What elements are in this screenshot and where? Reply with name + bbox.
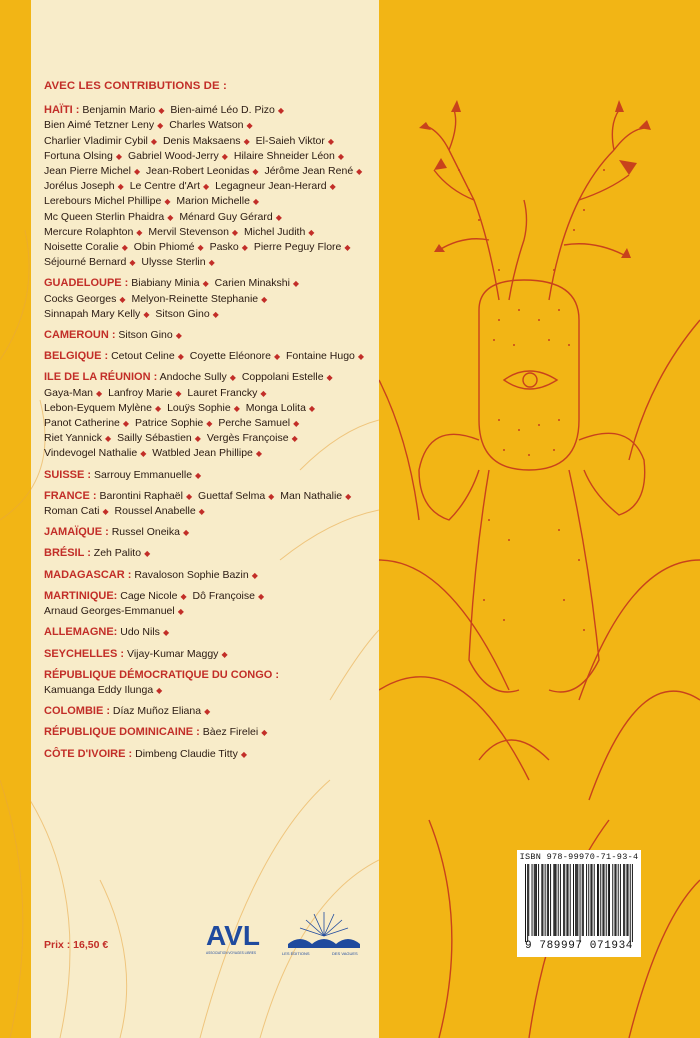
separator-diamond: ◆ [257, 591, 265, 601]
contributor-name: Legagneur Jean-Herard [215, 180, 327, 193]
contributor-name: Mc Queen Sterlin Phaidra [44, 210, 165, 223]
contributor-name: Lerebours Michel Phillipe [44, 195, 162, 208]
barcode-bar [563, 864, 564, 936]
separator-diamond: ◆ [119, 294, 126, 304]
country-section [44, 546, 374, 561]
country-label: FRANCE : [44, 489, 97, 502]
country-section [44, 725, 374, 740]
barcode-bar [588, 864, 589, 936]
editions-text-right: DES VAGUES [332, 951, 358, 956]
barcode-bar [573, 864, 574, 936]
country-section [44, 370, 374, 461]
contributor-name: Roussel Anabelle [114, 505, 196, 518]
barcode-bar [632, 864, 633, 942]
country-section [44, 349, 374, 364]
separator-diamond: ◆ [221, 649, 228, 659]
country-section [44, 625, 374, 640]
contributor-name: Man Nathalie [280, 489, 343, 502]
contributor-name: Carien Minakshi [214, 277, 290, 290]
barcode-bar [548, 864, 549, 936]
barcode-bar [614, 864, 615, 936]
separator-diamond: ◆ [156, 685, 163, 695]
barcode-bar [556, 864, 557, 936]
country-label: GUADELOUPE : [44, 277, 129, 290]
barcode-bar [608, 864, 609, 936]
country-label: RÉPUBLIQUE DÉMOCRATIQUE DU CONGO : [44, 668, 280, 681]
separator-diamond: ◆ [121, 243, 128, 253]
contributor-name: Séjourné Bernard [44, 256, 127, 269]
contributor-name: Patrice Sophie [134, 417, 204, 430]
barcode-bar [626, 864, 627, 936]
separator-diamond: ◆ [102, 507, 109, 517]
isbn-barcode [517, 850, 641, 957]
contributor-name: Sailly Sébastien [117, 432, 192, 445]
separator-diamond: ◆ [175, 331, 182, 341]
contributor-name: Andoche Sully [159, 371, 227, 384]
country-label: ILE DE LA RÉUNION : [44, 371, 158, 384]
separator-diamond: ◆ [345, 491, 352, 501]
separator-diamond: ◆ [104, 434, 112, 444]
barcode-bar [628, 864, 629, 936]
barcode-bar [528, 864, 529, 936]
separator-diamond: ◆ [197, 243, 204, 253]
separator-diamond: ◆ [122, 419, 130, 429]
separator-diamond: ◆ [204, 707, 211, 717]
separator-diamond: ◆ [194, 434, 201, 444]
separator-diamond: ◆ [326, 373, 333, 383]
barcode-bar [566, 864, 567, 936]
avl-logo [204, 913, 274, 957]
barcode-bar [616, 864, 617, 936]
contributor-name: Perche Samuel [218, 417, 291, 430]
separator-diamond: ◆ [208, 258, 215, 268]
barcode-bar [554, 864, 555, 936]
separator-diamond: ◆ [261, 294, 268, 304]
separator-diamond: ◆ [252, 167, 259, 177]
contributor-name: Bàez Firelei [202, 726, 259, 739]
contributor-name: Charles Watson [169, 119, 244, 132]
barcode-bars [525, 864, 633, 942]
barcode-bar [545, 864, 546, 936]
barcode-bar [600, 864, 601, 936]
contributor-name: Dô Françoise [192, 589, 255, 602]
country-sections [44, 103, 374, 762]
country-section [44, 568, 374, 583]
country-label: CÔTE D'IVOIRE : [44, 747, 133, 760]
contributor-name: Le Centre d'Art [129, 180, 200, 193]
barcode-bar [586, 864, 587, 936]
separator-diamond: ◆ [327, 136, 335, 146]
contributor-name: Sitson Gino [118, 329, 173, 342]
contributor-name: Guettaf Selma [198, 489, 266, 502]
contributor-name: Benjamin Mario [82, 104, 156, 117]
country-label: SUISSE : [44, 468, 92, 481]
contributor-name: Michel Judith [244, 225, 306, 238]
contributor-name: Vijay-Kumar Maggy [127, 647, 219, 660]
country-label: SEYCHELLES : [44, 647, 125, 660]
separator-diamond: ◆ [180, 591, 187, 601]
contributor-name: Louÿs Sophie [167, 401, 231, 414]
separator-diamond: ◆ [277, 106, 285, 116]
country-label: BRÉSIL : [44, 547, 91, 560]
barcode-bar [602, 864, 603, 936]
country-section [44, 489, 374, 519]
barcode-bar [532, 864, 533, 936]
barcode-bar [550, 864, 551, 936]
contributor-name: Charlier Vladimir Cybil [44, 134, 148, 147]
contributor-name: Panot Catherine [44, 417, 120, 430]
contributor-name: Jean-Robert Leonidas [146, 165, 250, 178]
contributor-name: Vergès Françoise [206, 432, 289, 445]
separator-diamond: ◆ [344, 243, 351, 253]
contributor-name: Arnaud Georges-Emmanuel [44, 605, 175, 618]
country-label: BELGIQUE : [44, 350, 109, 363]
contributor-name: Jean Pierre Michel [44, 165, 131, 178]
contributor-name: Roman Cati [44, 505, 100, 518]
separator-diamond: ◆ [182, 528, 190, 538]
separator-diamond: ◆ [357, 352, 365, 362]
barcode-bar [630, 864, 631, 942]
contributor-name: Biabiany Minia [131, 277, 200, 290]
contributor-name: Coppolani Estelle [241, 371, 324, 384]
contributor-name: Lebon-Eyquem Mylène [44, 401, 152, 414]
separator-diamond: ◆ [275, 212, 282, 222]
separator-diamond: ◆ [202, 279, 209, 289]
contributor-name: Russel Oneika [111, 526, 180, 539]
separator-diamond: ◆ [292, 279, 300, 289]
barcode-bar [582, 864, 583, 936]
country-section [44, 103, 374, 270]
country-section [44, 525, 374, 540]
barcode-bar [592, 864, 593, 936]
contributor-name: Barontini Raphaël [99, 489, 183, 502]
separator-diamond: ◆ [241, 243, 248, 253]
separator-diamond: ◆ [157, 121, 164, 131]
barcode-bar [583, 864, 584, 936]
barcode-bar [606, 864, 607, 936]
barcode-bar [624, 864, 625, 936]
country-label: HAÏTI : [44, 104, 80, 117]
separator-diamond: ◆ [158, 106, 165, 116]
country-label: COLOMBIE : [44, 705, 110, 718]
separator-diamond: ◆ [143, 309, 150, 319]
separator-diamond: ◆ [268, 491, 275, 501]
barcode-bar [577, 864, 578, 936]
separator-diamond: ◆ [233, 403, 240, 413]
contributor-name: Cetout Celine [111, 350, 175, 363]
country-label: CAMEROUN : [44, 329, 116, 342]
contributor-name: Fontaine Hugo [286, 350, 355, 363]
isbn-digits: 9 789997 071934 [524, 940, 634, 952]
separator-diamond: ◆ [175, 388, 182, 398]
separator-diamond: ◆ [293, 419, 300, 429]
separator-diamond: ◆ [240, 749, 247, 759]
separator-diamond: ◆ [154, 403, 162, 413]
contributor-name: Lauret Francky [187, 386, 258, 399]
barcode-bar [570, 864, 571, 936]
contributor-name: Riet Yannick [44, 432, 102, 445]
isbn-text: ISBN 978-99970-71-93-4 [519, 852, 639, 862]
separator-diamond: ◆ [246, 121, 253, 131]
separator-diamond: ◆ [198, 507, 205, 517]
contributor-name: Ulysse Sterlin [141, 256, 206, 269]
separator-diamond: ◆ [140, 449, 147, 459]
separator-diamond: ◆ [252, 197, 260, 207]
separator-diamond: ◆ [221, 151, 228, 161]
contributor-name: Sarrouy Emmanuelle [94, 468, 193, 481]
separator-diamond: ◆ [229, 373, 236, 383]
separator-diamond: ◆ [185, 491, 193, 501]
separator-diamond: ◆ [177, 607, 184, 617]
barcode-bar [597, 864, 598, 936]
barcode-bar [525, 864, 526, 942]
barcode-bar [535, 864, 536, 936]
contributor-name: Mercure Rolaphton [44, 225, 134, 238]
separator-diamond: ◆ [164, 197, 171, 207]
avl-logo-tagline: ASSOCIATION VOYAGES LIBRES [206, 951, 257, 955]
barcode-bar [564, 864, 565, 936]
country-section [44, 704, 374, 719]
barcode-bar [598, 864, 599, 936]
country-label: MARTINIQUE: [44, 589, 118, 602]
barcode-bar [568, 864, 569, 936]
contributor-name: Jérôme Jean René [264, 165, 354, 178]
country-section [44, 276, 374, 322]
contributor-name: Lanfroy Marie [108, 386, 173, 399]
separator-diamond: ◆ [206, 419, 213, 429]
contributor-name: Hilaire Shneider Léon [233, 149, 335, 162]
separator-diamond: ◆ [162, 628, 170, 638]
editions-des-vagues-logo [280, 906, 368, 958]
separator-diamond: ◆ [167, 212, 174, 222]
country-section [44, 589, 374, 619]
contributor-name: Gaya-Man [44, 386, 94, 399]
contributor-name: Watbled Jean Phillipe [152, 447, 253, 460]
barcode-bar [553, 864, 554, 936]
contributor-name: Kamuanga Eddy Ilunga [44, 683, 154, 696]
separator-diamond: ◆ [329, 182, 336, 192]
country-label: RÉPUBLIQUE DOMINICAINE : [44, 726, 200, 739]
contributor-name: Fortuna Olsing [44, 149, 113, 162]
contributor-name: Udo Nils [120, 626, 160, 639]
separator-diamond: ◆ [308, 227, 315, 237]
separator-diamond: ◆ [251, 570, 258, 580]
contributor-name: Jorélus Joseph [44, 180, 115, 193]
separator-diamond: ◆ [337, 151, 345, 161]
separator-diamond: ◆ [273, 352, 281, 362]
contributor-name: Pierre Peguy Flore [253, 241, 342, 254]
separator-diamond: ◆ [243, 136, 250, 146]
separator-diamond: ◆ [195, 470, 202, 480]
barcode-bar [536, 864, 537, 936]
barcode-bar [623, 864, 624, 936]
barcode-bar [547, 864, 548, 936]
separator-diamond: ◆ [150, 136, 158, 146]
separator-diamond: ◆ [291, 434, 298, 444]
separator-diamond: ◆ [261, 728, 268, 738]
separator-diamond: ◆ [133, 167, 141, 177]
price-label: Prix : 16,50 € [44, 939, 109, 951]
separator-diamond: ◆ [203, 182, 210, 192]
barcode-bar [575, 864, 576, 936]
barcode-bar [594, 864, 595, 936]
barcode-bar [612, 864, 613, 936]
contributor-name: Noisette Coralie [44, 241, 119, 254]
separator-diamond: ◆ [96, 388, 103, 398]
contributors-list [44, 79, 374, 768]
country-section [44, 468, 374, 483]
country-section [44, 668, 374, 698]
contributor-name: Bien Aimé Tetzner Leny [44, 119, 155, 132]
contributor-name: Ravaloson Sophie Bazin [134, 568, 249, 581]
separator-diamond: ◆ [308, 403, 316, 413]
country-label: ALLEMAGNE: [44, 626, 118, 639]
barcode-bar [538, 864, 539, 936]
contributors-heading: AVEC LES CONTRIBUTIONS DE : [44, 80, 227, 92]
separator-diamond: ◆ [356, 167, 363, 177]
barcode-bar [560, 864, 561, 936]
contributor-name: Bien-aimé Léo D. Pizo [170, 104, 275, 117]
contributor-name: Obin Phiomé [133, 241, 195, 254]
country-section [44, 328, 374, 343]
separator-diamond: ◆ [260, 388, 267, 398]
contributor-name: Denis Maksaens [162, 134, 241, 147]
country-section [44, 747, 374, 762]
separator-diamond: ◆ [212, 309, 219, 319]
contributor-name: Vindevogel Nathalie [44, 447, 138, 460]
separator-diamond: ◆ [129, 258, 136, 268]
contributor-name: Gabriel Wood-Jerry [127, 149, 219, 162]
avl-logo-text: AVL [206, 920, 260, 951]
separator-diamond: ◆ [136, 227, 143, 237]
barcode-bar [541, 864, 542, 936]
barcode-bar [580, 864, 581, 942]
contributor-name: Pasko [209, 241, 239, 254]
contributor-name: Marion Michelle [176, 195, 250, 208]
separator-diamond: ◆ [177, 352, 184, 362]
contributor-name: Cage Nicole [120, 589, 178, 602]
barcode-bar [576, 864, 577, 936]
barcode-bar [590, 864, 591, 936]
country-label: JAMAÏQUE : [44, 526, 109, 539]
barcode-bar [542, 864, 543, 936]
contributor-name: Sitson Gino [155, 307, 210, 320]
contributor-name: Dimbeng Claudie Titty [135, 747, 238, 760]
contributor-name: El-Saieh Viktor [255, 134, 325, 147]
barcode-bar [604, 864, 605, 936]
contributor-name: Monga Lolita [245, 401, 306, 414]
country-label: MADAGASCAR : [44, 568, 132, 581]
barcode-bar [527, 864, 528, 942]
contributor-name: Sinnapah Mary Kelly [44, 307, 141, 320]
contributor-name: Melyon-Reinette Stephanie [131, 292, 259, 305]
contributor-name: Ménard Guy Gérard [179, 210, 273, 223]
barcode-bar [534, 864, 535, 936]
barcode-bar [558, 864, 559, 936]
contributor-name: Coyette Eléonore [189, 350, 271, 363]
separator-diamond: ◆ [117, 182, 124, 192]
barcode-bar [609, 864, 610, 936]
separator-diamond: ◆ [144, 549, 151, 559]
editions-text-left: LES ÉDITIONS [282, 951, 310, 956]
contributor-name: Zeh Palito [93, 547, 142, 560]
contributor-name: Mervil Stevenson [148, 225, 229, 238]
separator-diamond: ◆ [255, 449, 263, 459]
barcode-bar [618, 864, 619, 936]
separator-diamond: ◆ [115, 151, 123, 161]
contributor-name: Cocks Georges [44, 292, 117, 305]
country-section [44, 647, 374, 662]
barcode-bar [620, 864, 621, 936]
contributor-name: Díaz Muñoz Eliana [112, 705, 202, 718]
separator-diamond: ◆ [231, 227, 239, 237]
